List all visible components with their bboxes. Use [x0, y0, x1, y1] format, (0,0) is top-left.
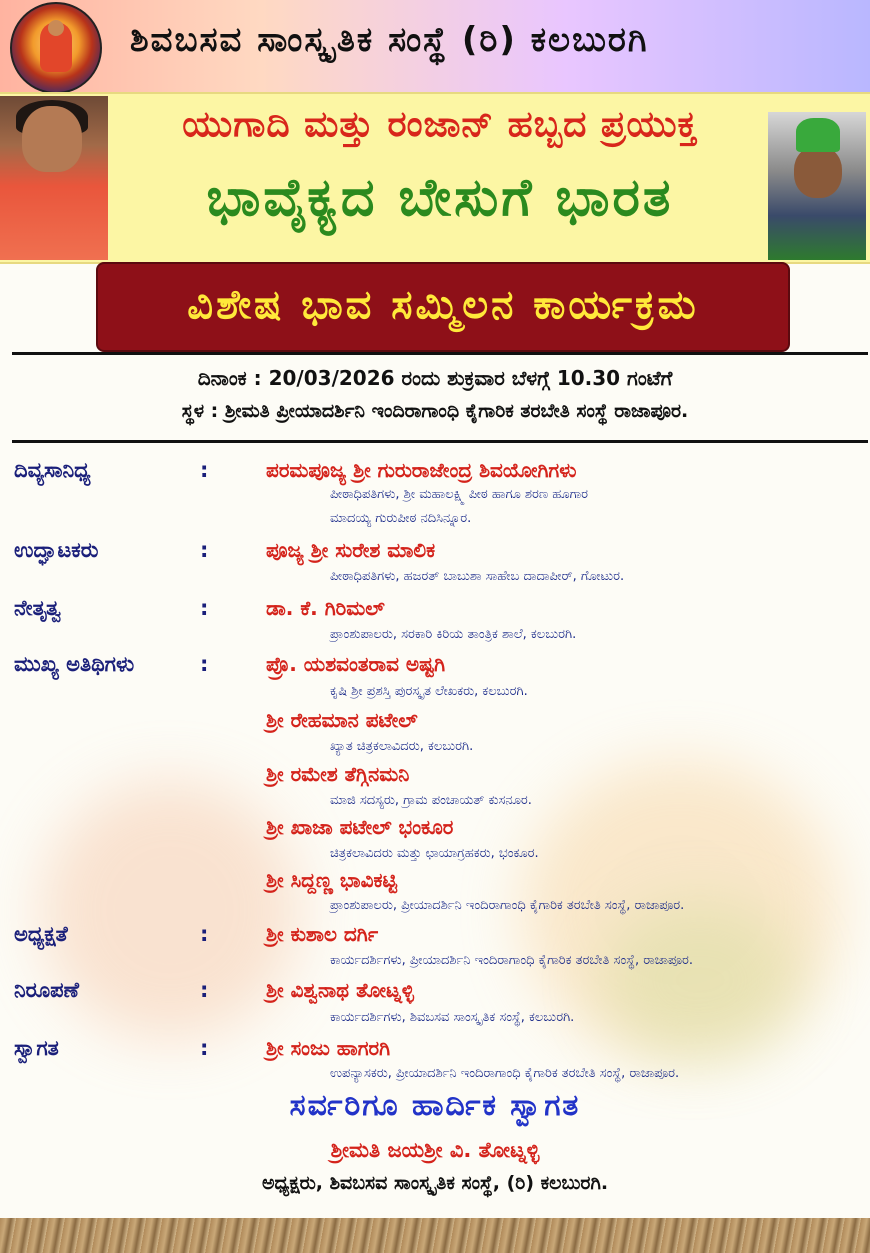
- divider: [12, 440, 868, 443]
- host-name: ಶ್ರೀಮತಿ ಜಯಶ್ರೀ ವಿ. ತೋಟ್ನಳ್ಳಿ: [330, 1138, 540, 1162]
- person-description: ಕೃಷಿ ಶ್ರೀ ಪ್ರಶಸ್ತಿ ಪುರಸ್ಕೃತ ಲೇಖಕರು, ಕಲಬುರಗಿ.: [330, 684, 528, 699]
- person-description: ಖ್ಯಾತ ಚಿತ್ರಕಲಾವಿದರು, ಕಲಬುರಗಿ.: [330, 739, 474, 754]
- separator: :: [200, 458, 209, 482]
- person-name: ಶ್ರೀ ರೇಹಮಾನ ಪಟೇಲ್: [266, 708, 418, 732]
- person-description: ಪೀಠಾಧಿಪತಿಗಳು, ಹಜರತ್ ಬಾಬುಶಾ ಸಾಹೇಬ ದಾದಾಪೀರ್, ಗೋಟುರ.: [330, 569, 625, 584]
- person-name: ಶ್ರೀ ರಮೇಶ ತೆಗ್ಗಿನಮನಿ: [266, 762, 410, 786]
- background-blur: [40, 780, 300, 1040]
- role-label: ಮುಖ್ಯ ಅತಿಥಿಗಳು: [14, 652, 135, 676]
- separator: :: [200, 922, 209, 946]
- host-title: ಅಧ್ಯಕ್ಷರು, ಶಿವಬಸವ ಸಾಂಸ್ಕೃತಿಕ ಸಂಸ್ಥೆ, (ರಿ) ಕಲಬುರಗಿ.: [261, 1172, 609, 1194]
- programme-title: ವಿಶೇಷ ಭಾವ ಸಮ್ಮಿಲನ ಕಾರ್ಯಕ್ರಮ: [187, 282, 699, 328]
- separator: :: [200, 538, 209, 562]
- person-name: ಶ್ರೀ ಖಾಜಾ ಪಟೇಲ್ ಭಂಕೂರ: [266, 815, 454, 839]
- separator: :: [200, 596, 209, 620]
- person-name: ಪರಮಪೂಜ್ಯ ಶ್ರೀ ಗುರುರಾಜೇಂದ್ರ ಶಿವಯೋಗಿಗಳು: [266, 458, 577, 482]
- header-band: [0, 0, 870, 92]
- programme-title-box: [96, 262, 790, 352]
- person-description: ಪ್ರಾಂಶುಪಾಲರು, ಪ್ರೀಯಾದರ್ಶಿನಿ ಇಂದಿರಾಗಾಂಧಿ ಕೈಗಾರಿಕ ತರಬೇತಿ ಸಂಸ್ಥೆ, ರಾಜಾಪೂರ.: [330, 898, 685, 913]
- portrait-face: [794, 146, 842, 198]
- portrait-cap: [796, 118, 840, 152]
- left-portrait-photo: [0, 96, 108, 260]
- person-name: ಪ್ರೊ. ಯಶವಂತರಾವ ಅಷ್ಟಗಿ: [266, 652, 446, 676]
- separator: :: [200, 652, 209, 676]
- person-description: ಮಾದಯ್ಯ ಗುರುಪೀಠ ನದಿಸಿನ್ನೂರ.: [330, 511, 472, 526]
- person-description: ಪ್ರಾಂಶುಪಾಲರು, ಸರಕಾರಿ ಕಿರಿಯ ತಾಂತ್ರಿಕ ಶಾಲೆ, ಕಲಬುರಗಿ.: [330, 627, 577, 642]
- portrait-face: [22, 106, 82, 172]
- organization-logo: [10, 2, 102, 94]
- person-name: ಡಾ. ಕೆ. ಗಿರಿಮಲ್: [266, 596, 385, 620]
- role-label: ನಿರೂಪಣೆ: [14, 978, 79, 1002]
- person-description: ಚಿತ್ರಕಲಾವಿದರು ಮತ್ತು ಛಾಯಾಗ್ರಹಕರು, ಭಂಕೂರ.: [330, 846, 539, 861]
- separator: :: [200, 1036, 209, 1060]
- event-date: ದಿನಾಂಕ : 20/03/2026 ರಂದು ಶುಕ್ರವಾರ ಬೆಳಗ್ಗೆ 10.30 ಗಂಟೆಗೆ: [197, 366, 673, 390]
- person-description: ಮಾಜಿ ಸದಸ್ಯರು, ಗ್ರಾಮ ಪಂಚಾಯತ್ ಕುಸನೂರ.: [330, 793, 532, 808]
- welcome-message: ಸರ್ವರಿಗೂ ಹಾರ್ದಿಕ ಸ್ವಾಗತ: [289, 1088, 581, 1123]
- event-venue: ಸ್ಥಳ : ಶ್ರೀಮತಿ ಪ್ರೀಯಾದರ್ಶಿನಿ ಇಂದಿರಾಗಾಂಧಿ ಕೈಗಾರಿಕ ತರಬೇತಿ ಸಂಸ್ಥೆ ರಾಜಾಪೂರ.: [181, 400, 689, 422]
- role-label: ಅಧ್ಯಕ್ಷತೆ: [14, 922, 68, 946]
- person-description: ಉಪನ್ಯಾಸಕರು, ಪ್ರೀಯಾದರ್ಶಿನಿ ಇಂದಿರಾಗಾಂಧಿ ಕೈಗಾರಿಕ ತರಬೇತಿ ಸಂಸ್ಥೆ, ರಾಜಾಪೂರ.: [330, 1066, 680, 1081]
- organization-title: ಶಿವಬಸವ ಸಾಂಸ್ಕೃತಿಕ ಸಂಸ್ಥೆ (ರಿ) ಕಲಬುರಗಿ: [130, 20, 649, 60]
- role-label: ಸ್ವಾಗತ: [14, 1036, 59, 1060]
- person-description: ಕಾರ್ಯದರ್ಶಿಗಳು, ಪ್ರೀಯಾದರ್ಶಿನಿ ಇಂದಿರಾಗಾಂಧಿ ಕೈಗಾರಿಕ ತರಬೇತಿ ಸಂಸ್ಥೆ, ರಾಜಾಪೂರ.: [330, 953, 694, 968]
- person-description: ಪೀಠಾಧಿಪತಿಗಳು, ಶ್ರೀ ಮಹಾಲಕ್ಷ್ಮಿ ಪೀಠ ಹಾಗೂ ಶರಣ ಹೂಗಾರ: [330, 487, 589, 502]
- person-name: ಶ್ರೀ ಕುಶಾಲ ದರ್ಗಿ: [266, 922, 379, 946]
- person-name: ಪೂಜ್ಯ ಶ್ರೀ ಸುರೇಶ ಮಾಲಿಕ: [266, 538, 436, 562]
- background-blur: [600, 900, 800, 1060]
- role-label: ನೇತೃತ್ವ: [14, 596, 62, 620]
- decorative-bottom-strip: [0, 1218, 870, 1253]
- person-description: ಕಾರ್ಯದರ್ಶಿಗಳು, ಶಿವಬಸವ ಸಾಂಸ್ಕೃತಿಕ ಸಂಸ್ಥೆ, ಕಲಬುರಗಿ.: [330, 1010, 575, 1025]
- separator: :: [200, 978, 209, 1002]
- person-name: ಶ್ರೀ ಸಂಜು ಹಾಗರಗಿ: [266, 1036, 391, 1060]
- divider: [12, 352, 868, 355]
- banner-occasion: ಯುಗಾದಿ ಮತ್ತು ರಂಜಾನ್ ಹಬ್ಬದ ಪ್ರಯುಕ್ತ: [182, 104, 698, 145]
- role-label: ಉದ್ಘಾಟಕರು: [14, 538, 99, 562]
- person-name: ಶ್ರೀ ವಿಶ್ವನಾಥ ತೋಟ್ನಳ್ಳಿ: [266, 978, 414, 1002]
- person-name: ಶ್ರೀ ಸಿದ್ದಣ್ಣ ಭಾವಿಕಟ್ಟಿ: [266, 868, 398, 892]
- logo-face: [48, 20, 64, 36]
- role-label: ದಿವ್ಯಸಾನಿಧ್ಯ: [14, 458, 91, 482]
- banner-headline: ಭಾವೈಕ್ಯದ ಬೇಸುಗೆ ಭಾರತ: [206, 168, 674, 228]
